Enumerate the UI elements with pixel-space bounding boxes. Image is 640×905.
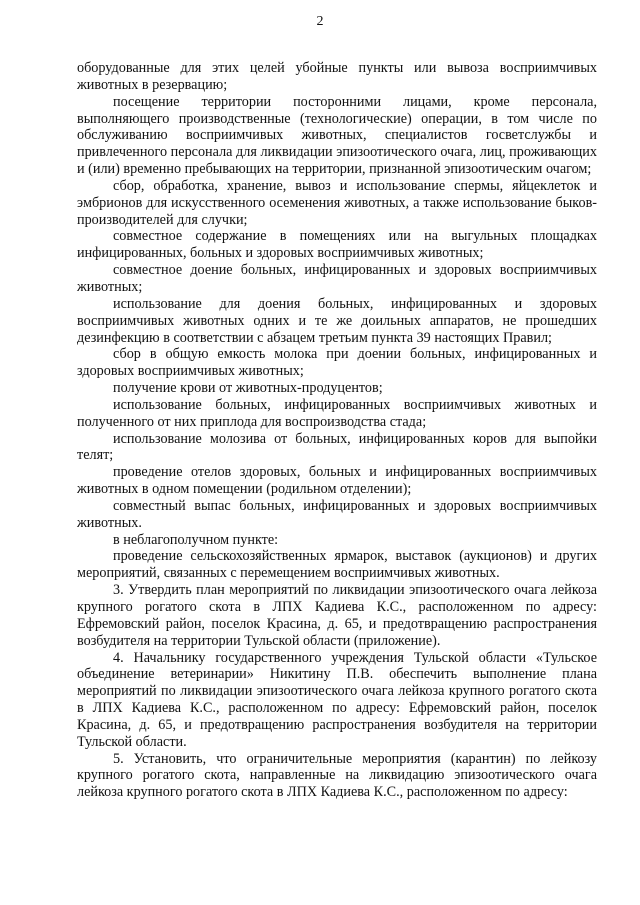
document-body xyxy=(77,60,597,801)
paragraph: получение крови от животных-продуцентов; xyxy=(113,380,383,397)
paragraph: сбор, обработка, хранение, вывоз и использование спермы, яйцеклеток и эмбрионов для искусственного осеменения животных, а также использование быков-производителей для случки; xyxy=(77,177,597,228)
paragraph: использование для доения больных, инфицированных и здоровых восприимчивых животных одних и те же доильных аппаратов, не прошедших дезинфекцию в соответствии с абзацем третьим пункта 39 настоящих Правил; xyxy=(77,295,597,346)
page-number: 2 xyxy=(316,14,324,29)
paragraph: совместное содержание в помещениях или на выгульных площадках инфицированных, больных и здоровых восприимчивых животных; xyxy=(77,228,597,262)
paragraph: в неблагополучном пункте: xyxy=(113,531,279,548)
paragraph: использование молозива от больных, инфицированных коров для выпойки телят; xyxy=(77,430,597,464)
paragraph: использование больных, инфицированных восприимчивых животных и полученного от них приплода для воспроизводства стада; xyxy=(77,396,597,430)
paragraph: сбор в общую емкость молока при доении больных, инфицированных и здоровых восприимчивых животных; xyxy=(77,346,597,380)
paragraph: 3. Утвердить план мероприятий по ликвидации эпизоотического очага лейкоза крупного рогатого скота в ЛПХ Кадиева К.С., расположенном по адресу: Ефремовский район, поселок Красина, д. 65, и предотвращению распространения возбудителя на территории Тульской области (приложение). xyxy=(77,582,597,649)
paragraph: оборудованные для этих целей убойные пункты или вывоза восприимчивых животных в резервацию; xyxy=(77,60,597,93)
paragraph: посещение территории посторонними лицами, кроме персонала, выполняющего производственные (технологические) операции, в том числе по обслуживанию восприимчивых животных, специалистов госветслужбы и привлеченного персонала для ликвидации эпизоотического очага, лиц, проживающих и (или) временно пребывающих на территории, признанной эпизоотическим очагом; xyxy=(77,93,597,178)
paragraph: совместное доение больных, инфицированных и здоровых восприимчивых животных; xyxy=(77,262,597,295)
paragraph: 4. Начальнику государственного учреждения Тульской области «Тульское объединение ветеринарии» Никитину П.В. обеспечить выполнение плана мероприятий по ликвидации эпизоотического очага лейкоза крупного рогатого скота в ЛПХ Кадиева К.С., расположенном по адресу: Ефремовский район, поселок Красина, д. 65, и предотвращению распространения возбудителя на территории Тульской области. xyxy=(77,649,597,750)
paragraph: проведение сельскохозяйственных ярмарок, выставок (аукционов) и других мероприятий, связанных с перемещением восприимчивых животных. xyxy=(77,548,597,582)
paragraph: проведение отелов здоровых, больных и инфицированных восприимчивых животных в одном помещении (родильном отделении); xyxy=(77,464,597,498)
paragraph: совместный выпас больных, инфицированных и здоровых восприимчивых животных. xyxy=(77,497,597,531)
paragraph: 5. Установить, что ограничительные мероприятия (карантин) по лейкозу крупного рогатого скота, направленные на ликвидацию эпизоотического очага лейкоза крупного рогатого скота в ЛПХ Кадиева К.С., расположенном по адресу: xyxy=(77,750,597,801)
